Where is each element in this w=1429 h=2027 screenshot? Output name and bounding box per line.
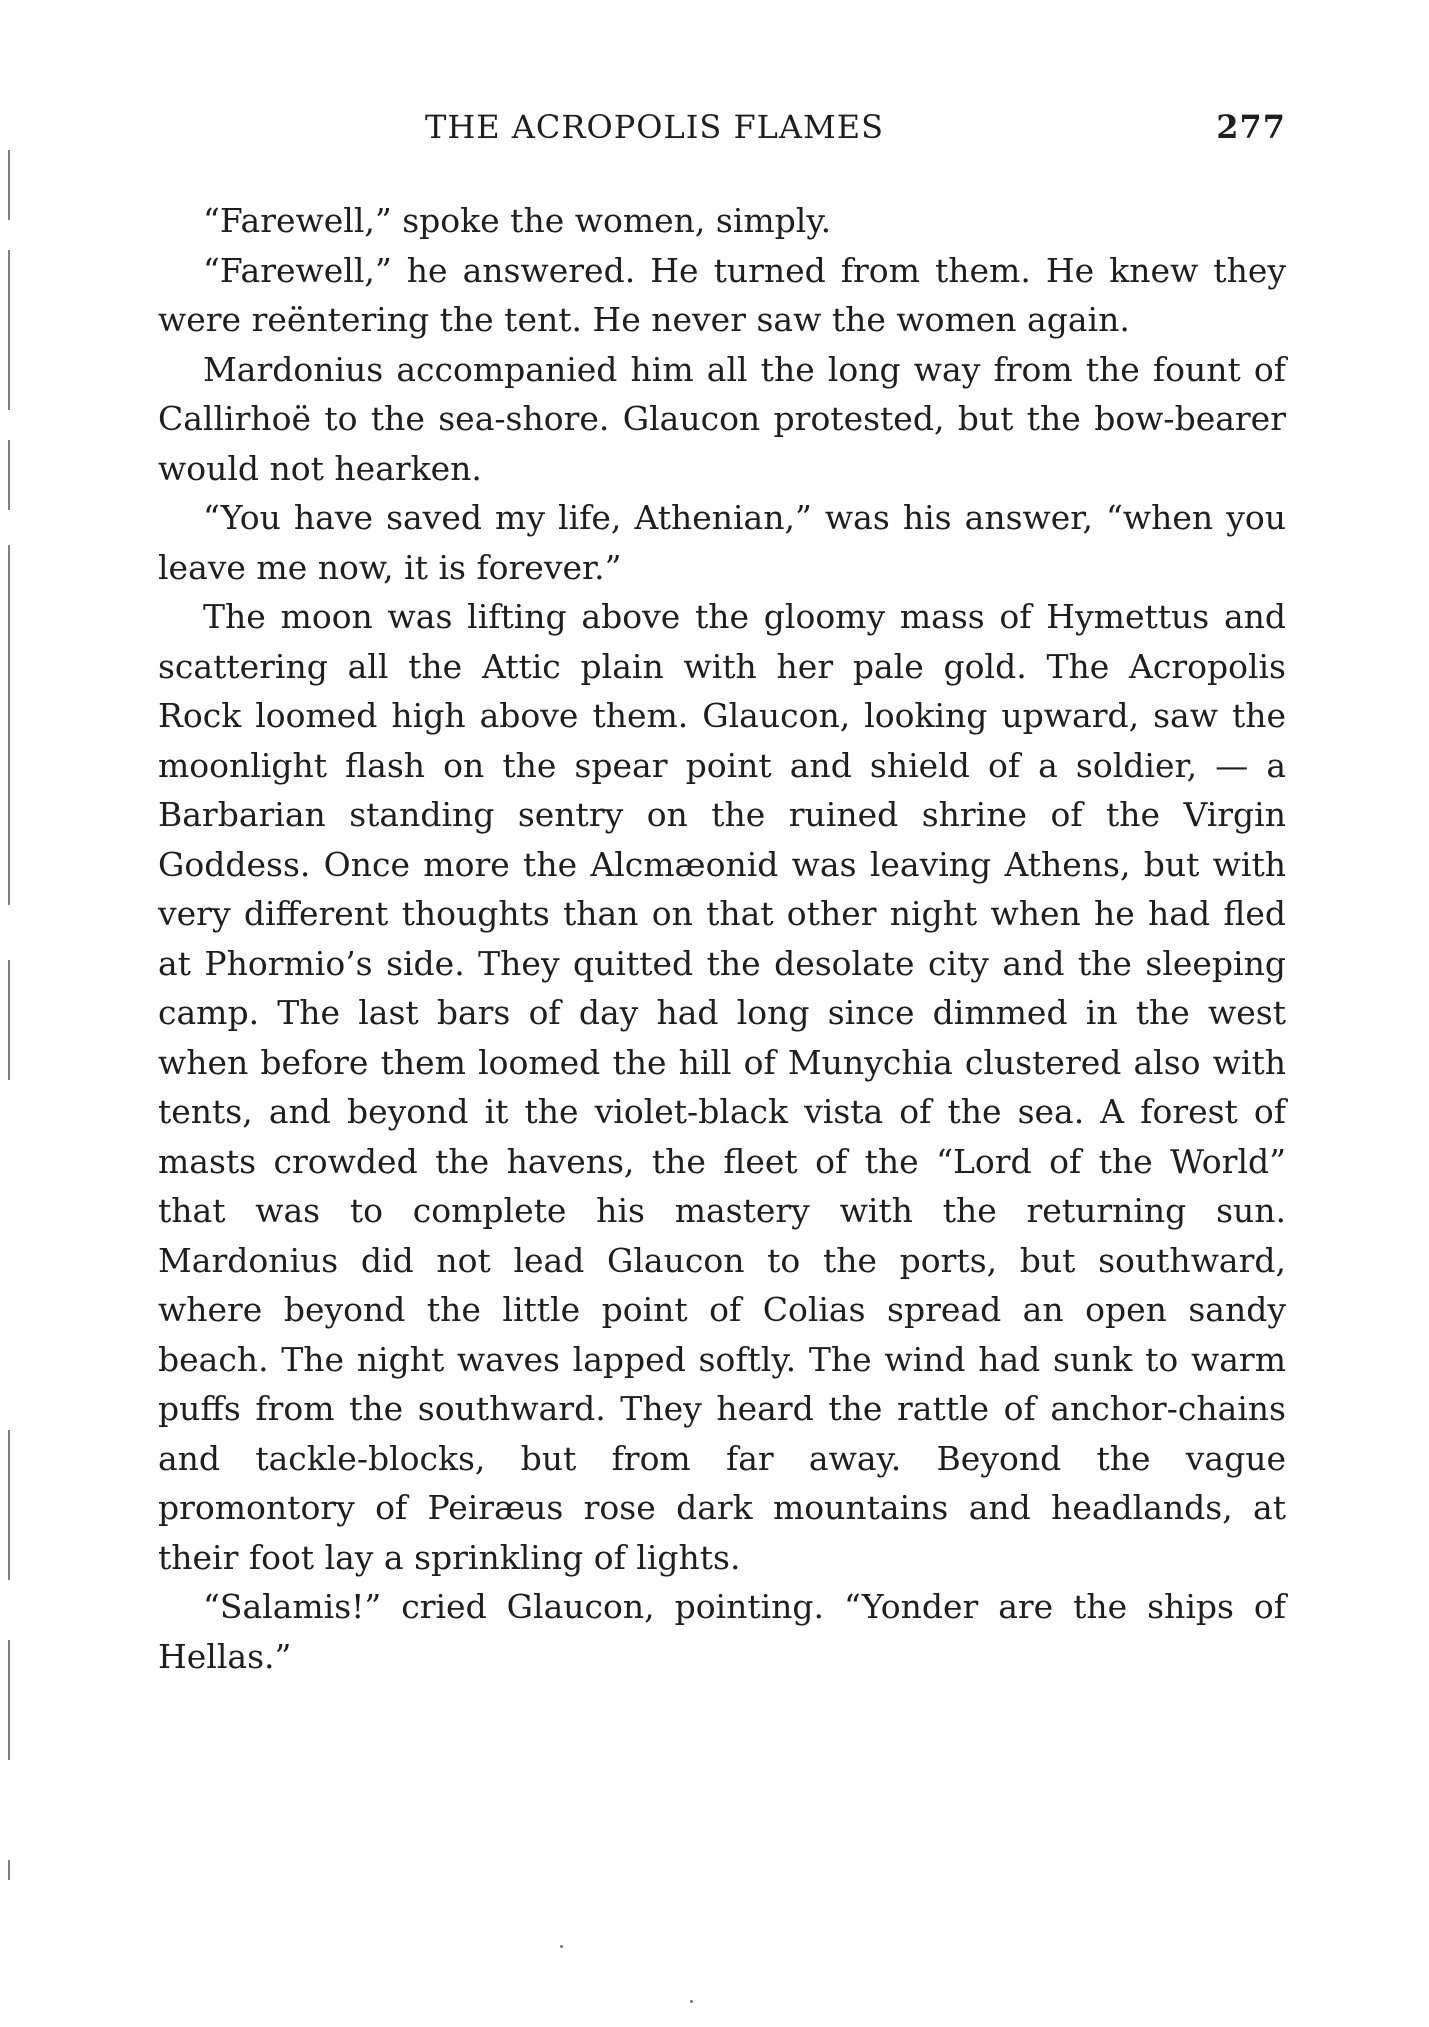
paragraph: Mardonius accompanied him all the long way from the fount of Callirhoë to the sea-shore. Glaucon protested, but the bow-bearer would not hearken. bbox=[158, 349, 1286, 488]
scan-edge-mark bbox=[8, 1640, 10, 1760]
page-number: 277 bbox=[1216, 108, 1286, 146]
body-text bbox=[158, 196, 1286, 1681]
scan-edge-mark bbox=[8, 440, 10, 510]
running-head bbox=[158, 108, 1286, 160]
scan-edge-mark bbox=[8, 250, 10, 410]
scan-speck bbox=[690, 2000, 693, 2003]
paragraph: “Salamis!” cried Glaucon, pointing. “Yonder are the ships of Hellas.” bbox=[158, 1587, 1286, 1676]
paragraph: “Farewell,” spoke the women, simply. bbox=[203, 201, 832, 240]
scan-edge-mark bbox=[8, 1860, 10, 1880]
scan-edge-mark bbox=[8, 150, 10, 220]
scan-edge-mark bbox=[8, 960, 10, 1080]
paragraph: “You have saved my life, Athenian,” was his answer, “when you leave me now, it is forever.” bbox=[158, 498, 1286, 587]
scan-edge-mark bbox=[8, 545, 10, 905]
scan-edge-mark bbox=[8, 1430, 10, 1580]
paragraph: The moon was lifting above the gloomy mass of Hymettus and scattering all the Attic plain with her pale gold. The Acropolis Rock loomed high above them. Glaucon, looking upward, saw the moonlight flash on the spear point and shield of a soldier, — a Barbarian standing sentry on the ruined shrine of the Virgin Goddess. Once more the Alcmæonid was leaving Athens, but with very different thoughts than on that other night when he had fled at Phormio’s side. They quitted the desolate city and the sleeping camp. The last bars of day had long since dimmed in the west when before them loomed the hill of Munychia clustered also with tents, and beyond it the violet-black vista of the sea. A forest of masts crowded the havens, the fleet of the “Lord of the World” that was to complete his mastery with the returning sun. Mardonius did not lead Glaucon to the ports, but southward, where beyond the little point of Colias spread an open sandy beach. The night waves lapped softly. The wind had sunk to warm puffs from the southward. They heard the rattle of anchor-chains and tackle-blocks, but from far away. Beyond the vague promontory of Peiræus rose dark mountains and headlands, at their foot lay a sprinkling of lights. bbox=[158, 597, 1286, 1577]
scan-speck bbox=[560, 1945, 563, 1948]
paragraph: “Farewell,” he answered. He turned from them. He knew they were reëntering the tent. He never saw the women again. bbox=[158, 250, 1286, 339]
running-title: THE ACROPOLIS FLAMES bbox=[425, 108, 885, 146]
